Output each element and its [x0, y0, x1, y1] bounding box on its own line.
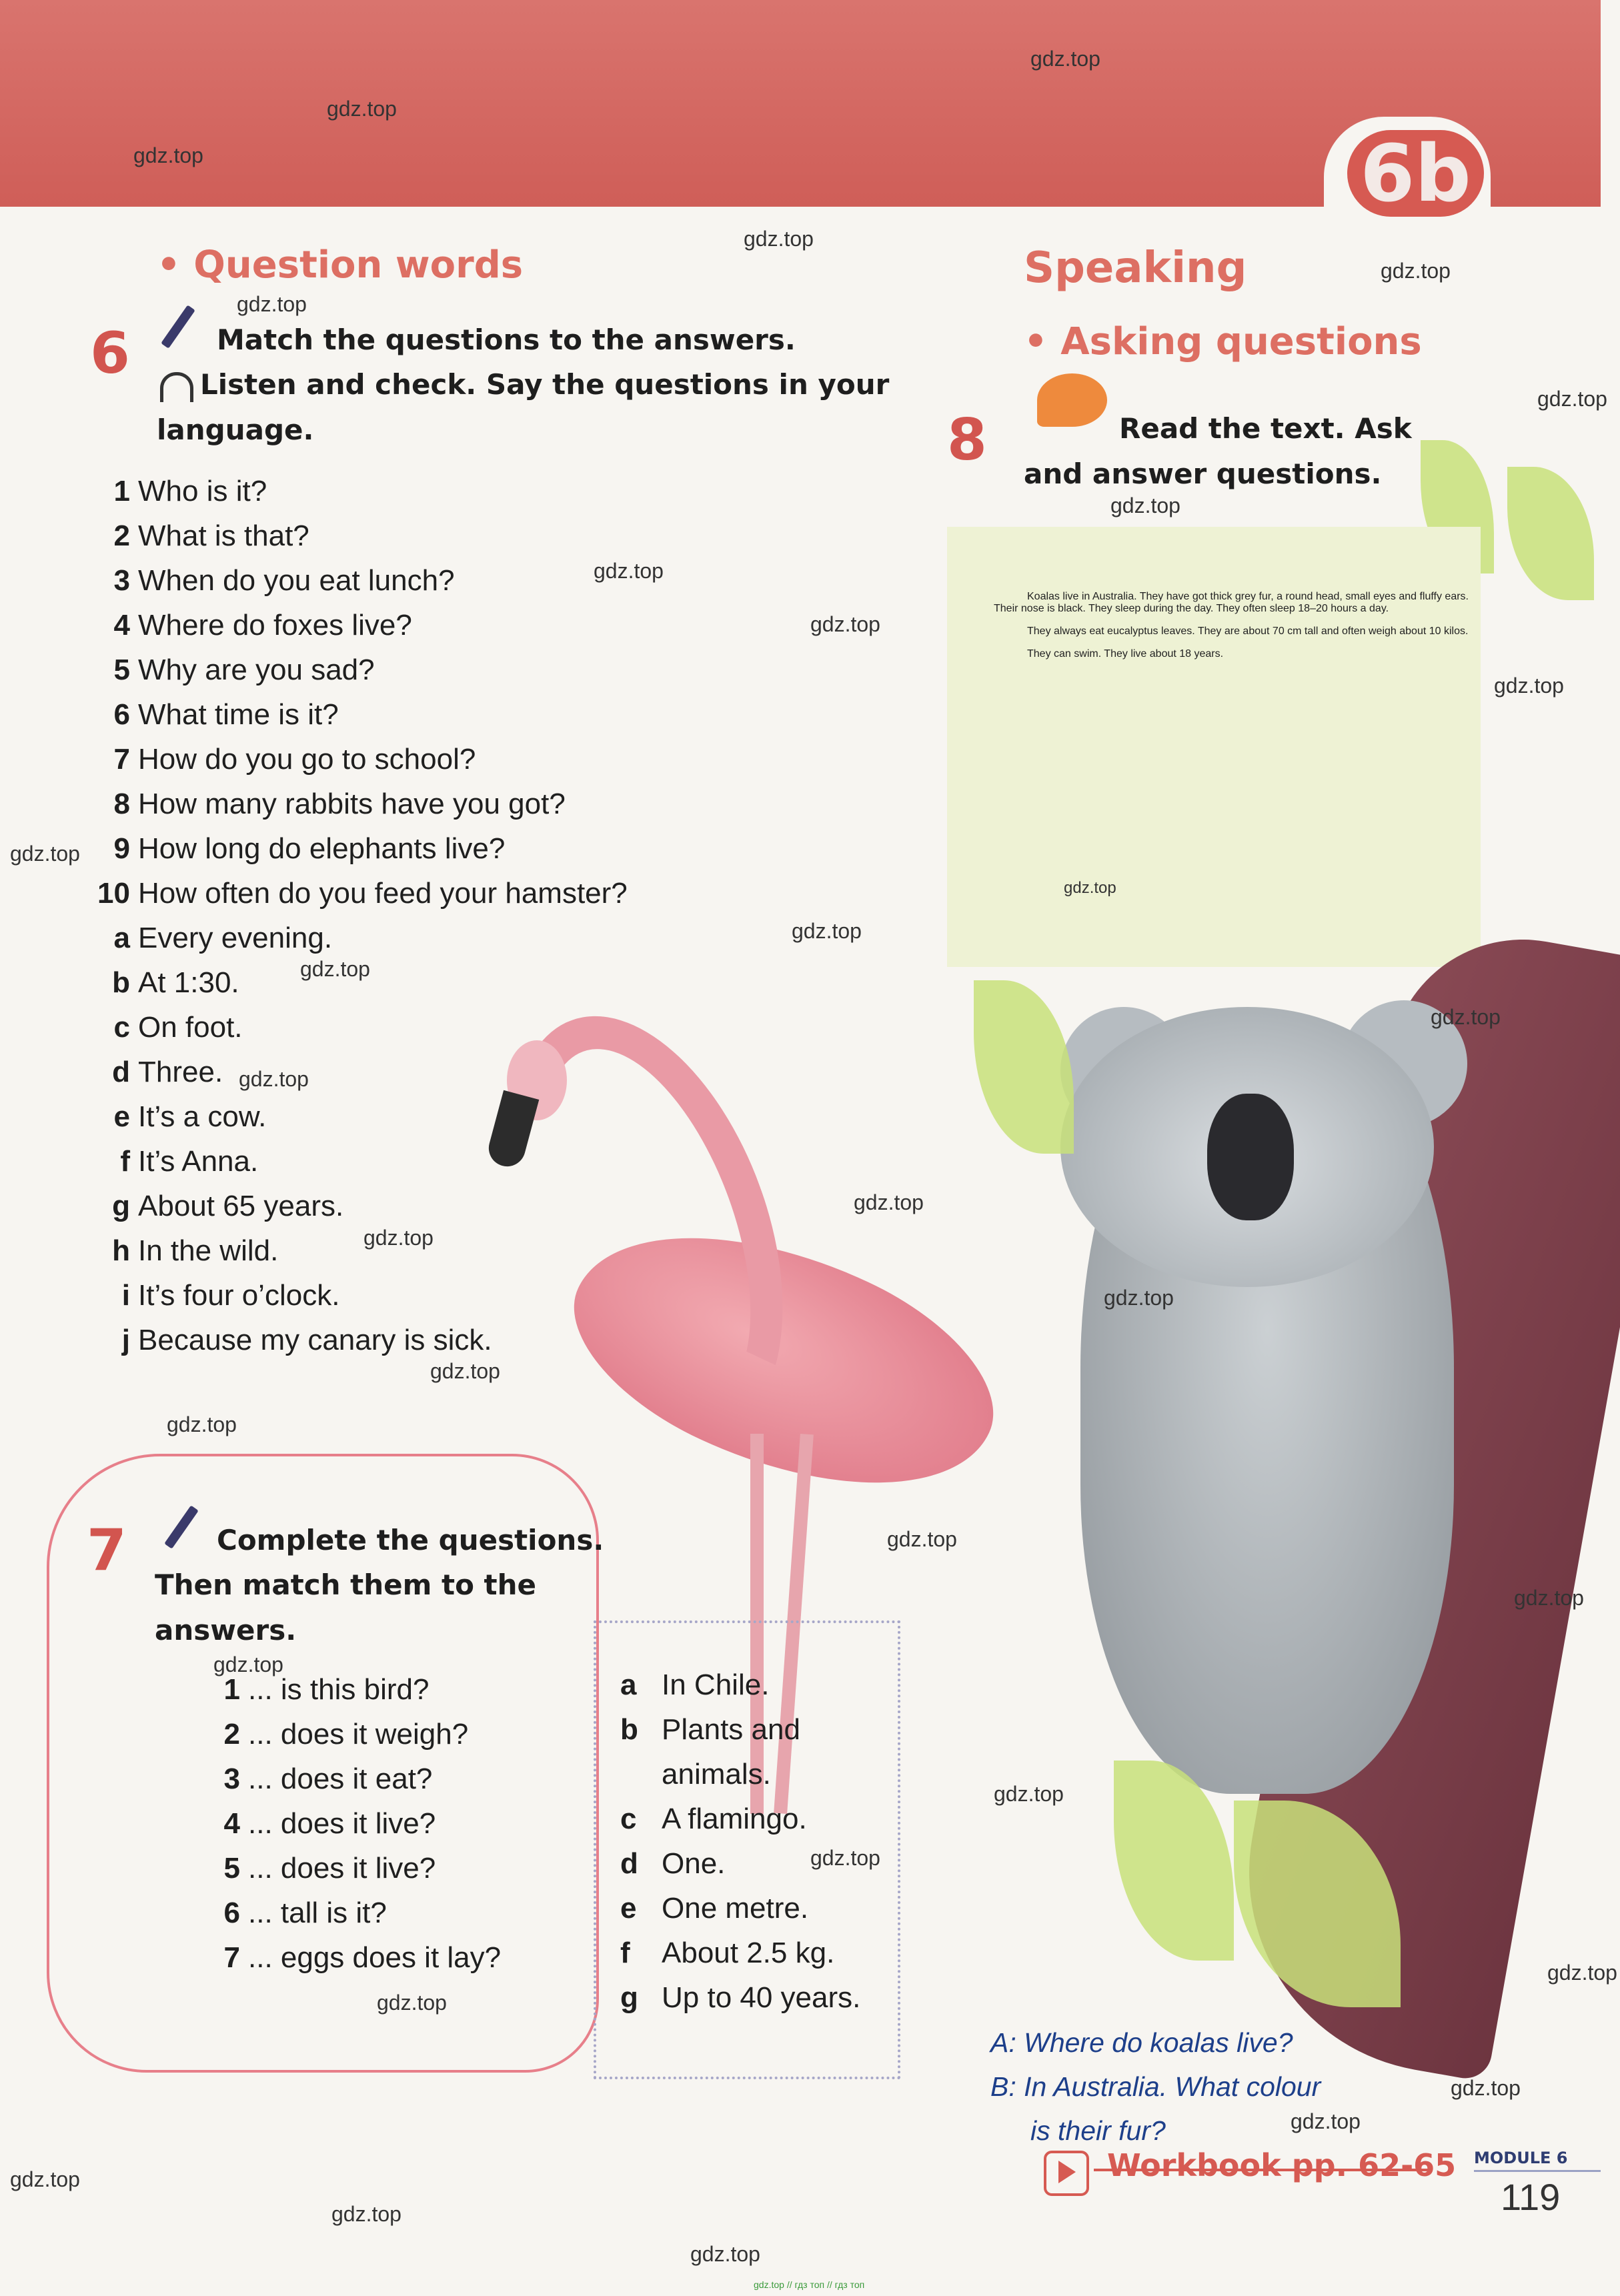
watermark: gdz.top	[854, 1190, 924, 1214]
list-item: 7 ... eggs does it lay?	[223, 1941, 502, 1974]
exercise-6-questions	[83, 469, 750, 916]
module-underline	[1474, 2170, 1601, 2172]
watermark: gdz.top	[690, 2242, 760, 2266]
bottom-notice: gdz.top // гдз топ // гдз топ	[754, 2279, 865, 2290]
watermark: gdz.top	[1494, 674, 1564, 698]
exercise-7-answers	[607, 1662, 887, 2020]
list-item: e One metre.	[620, 1892, 809, 1925]
lesson-tab: 6b	[1347, 130, 1484, 217]
koala-paragraph-2: They always eat eucalyptus leaves. They are about 70 cm tall and often weigh about 10 kilos.	[1027, 626, 1469, 637]
watermark: gdz.top	[994, 1782, 1064, 1806]
leaf-decoration	[1507, 467, 1594, 600]
subsection-asking-questions: • Asking questions	[1024, 320, 1422, 363]
list-item: g Up to 40 years.	[620, 1981, 861, 2014]
list-item: 4 ... does it live?	[223, 1807, 436, 1840]
exercise-7-questions	[200, 1667, 587, 1980]
list-item: 2 ... does it weigh?	[223, 1718, 469, 1751]
watermark: gdz.top	[594, 559, 664, 583]
watermark: gdz.top	[887, 1527, 957, 1551]
list-item: 6 What time is it?	[113, 698, 339, 731]
watermark: gdz.top	[237, 292, 307, 316]
watermark: gdz.top	[239, 1067, 309, 1091]
list-item: f It’s Anna.	[120, 1145, 259, 1178]
koala-text	[994, 580, 1477, 671]
list-item: 8 How many rabbits have you got?	[113, 788, 566, 820]
watermark: gdz.top	[1381, 259, 1451, 283]
list-item: b Plants and	[620, 1713, 800, 1746]
watermark: gdz.top	[1064, 879, 1116, 897]
watermark: gdz.top	[810, 1846, 880, 1870]
list-item: c On foot.	[113, 1011, 243, 1044]
watermark: gdz.top	[300, 957, 370, 981]
watermark: gdz.top	[810, 612, 880, 636]
watermark: gdz.top	[213, 1652, 283, 1676]
watermark: gdz.top	[133, 143, 203, 167]
list-item: j Because my canary is sick.	[121, 1324, 492, 1356]
watermark: gdz.top	[744, 227, 814, 251]
list-item: a In Chile.	[620, 1668, 770, 1701]
headphones-icon	[160, 372, 193, 402]
koala-nose	[1207, 1094, 1294, 1220]
exercise-7-instruction-1: Complete the questions.	[217, 1524, 604, 1556]
page-number: 119	[1501, 2176, 1561, 2218]
watermark: gdz.top	[167, 1412, 237, 1436]
watermark: gdz.top	[1451, 2076, 1521, 2100]
workbook-reference: Workbook pp. 62-65	[1107, 2147, 1457, 2183]
exercise-8-number: 8	[947, 407, 987, 473]
list-item: 4 Where do foxes live?	[113, 609, 412, 642]
leaf-decoration	[974, 980, 1074, 1154]
list-item: 3 ... does it eat?	[223, 1763, 433, 1795]
list-item: g About 65 years.	[112, 1190, 344, 1222]
speech-bubble-icon	[1037, 373, 1107, 427]
workbook-arrow-icon	[1044, 2151, 1089, 2196]
list-item: e It’s a cow.	[113, 1100, 267, 1133]
watermark: gdz.top	[1431, 1005, 1501, 1029]
watermark: gdz.top	[1514, 1586, 1584, 1610]
watermark: gdz.top	[1104, 1286, 1174, 1310]
list-item: 1 Who is it?	[113, 475, 267, 507]
exercise-6-instruction-1: Match the questions to the answers.	[217, 323, 796, 356]
list-item: d Three.	[112, 1056, 223, 1088]
list-item: 9 How long do elephants live?	[113, 832, 506, 865]
watermark: gdz.top	[1547, 1961, 1617, 1985]
exercise-6-instruction-3: language.	[157, 413, 314, 446]
list-item: 7 How do you go to school?	[113, 743, 476, 776]
list-item: a Every evening.	[113, 922, 333, 954]
koala-paragraph-1: Koalas live in Australia. They have got thick grey fur, a round head, small eyes and fluffy ears. Their nose is black. They sleep during the day. They often sleep 18–20 hours a day.	[994, 591, 1469, 614]
list-item: 10 How often do you feed your hamster?	[97, 877, 628, 910]
pencil-icon	[161, 305, 195, 348]
watermark: gdz.top	[1110, 493, 1180, 517]
exercise-6-instruction-2: Listen and check. Say the questions in your	[200, 368, 890, 401]
koala-paragraph-3: They can swim. They live about 18 years.	[1027, 648, 1224, 660]
list-item: h In the wild.	[112, 1234, 279, 1267]
list-item: i It’s four o’clock.	[121, 1279, 340, 1312]
dialogue-line-b: B: In Australia. What colour	[990, 2071, 1321, 2102]
module-label: MODULE 6	[1474, 2149, 1568, 2167]
watermark: gdz.top	[363, 1226, 434, 1250]
list-item: 6 ... tall is it?	[223, 1897, 387, 1929]
list-item: b At 1:30.	[112, 966, 239, 999]
list-item: animals.	[662, 1758, 771, 1791]
section-title-speaking: Speaking	[1024, 243, 1247, 293]
list-item: d One.	[620, 1847, 726, 1880]
watermark: gdz.top	[327, 97, 397, 121]
watermark: gdz.top	[1537, 387, 1607, 411]
list-item: 2 What is that?	[113, 519, 309, 552]
list-item: 5 ... does it live?	[223, 1852, 436, 1885]
watermark: gdz.top	[430, 1359, 500, 1383]
watermark: gdz.top	[1291, 2109, 1361, 2133]
section-title-question-words: • Question words	[157, 243, 523, 287]
watermark: gdz.top	[792, 919, 862, 943]
exercise-6-number: 6	[90, 320, 130, 387]
exercise-7-instruction-2: Then match them to the	[155, 1568, 537, 1601]
list-item: f About 2.5 kg.	[620, 1937, 835, 1969]
exercise-7-instruction-3: answers.	[155, 1614, 297, 1646]
dialogue-line-a: A: Where do koalas live?	[990, 2027, 1293, 2058]
watermark: gdz.top	[10, 842, 80, 866]
exercise-7-number: 7	[87, 1517, 127, 1584]
list-item: c A flamingo.	[620, 1803, 807, 1835]
watermark: gdz.top	[1030, 47, 1100, 71]
watermark: gdz.top	[10, 2167, 80, 2191]
watermark: gdz.top	[331, 2202, 401, 2226]
exercise-8-instruction-1: Read the text. Ask	[1119, 412, 1412, 445]
list-item: 5 Why are you sad?	[113, 654, 375, 686]
list-item: 1 ... is this bird?	[223, 1673, 430, 1706]
exercise-8-instruction-2: and answer questions.	[1024, 457, 1382, 490]
list-item: 3 When do you eat lunch?	[113, 564, 455, 597]
dialogue-line-b2: is their fur?	[1030, 2115, 1166, 2146]
watermark: gdz.top	[377, 1991, 447, 2015]
